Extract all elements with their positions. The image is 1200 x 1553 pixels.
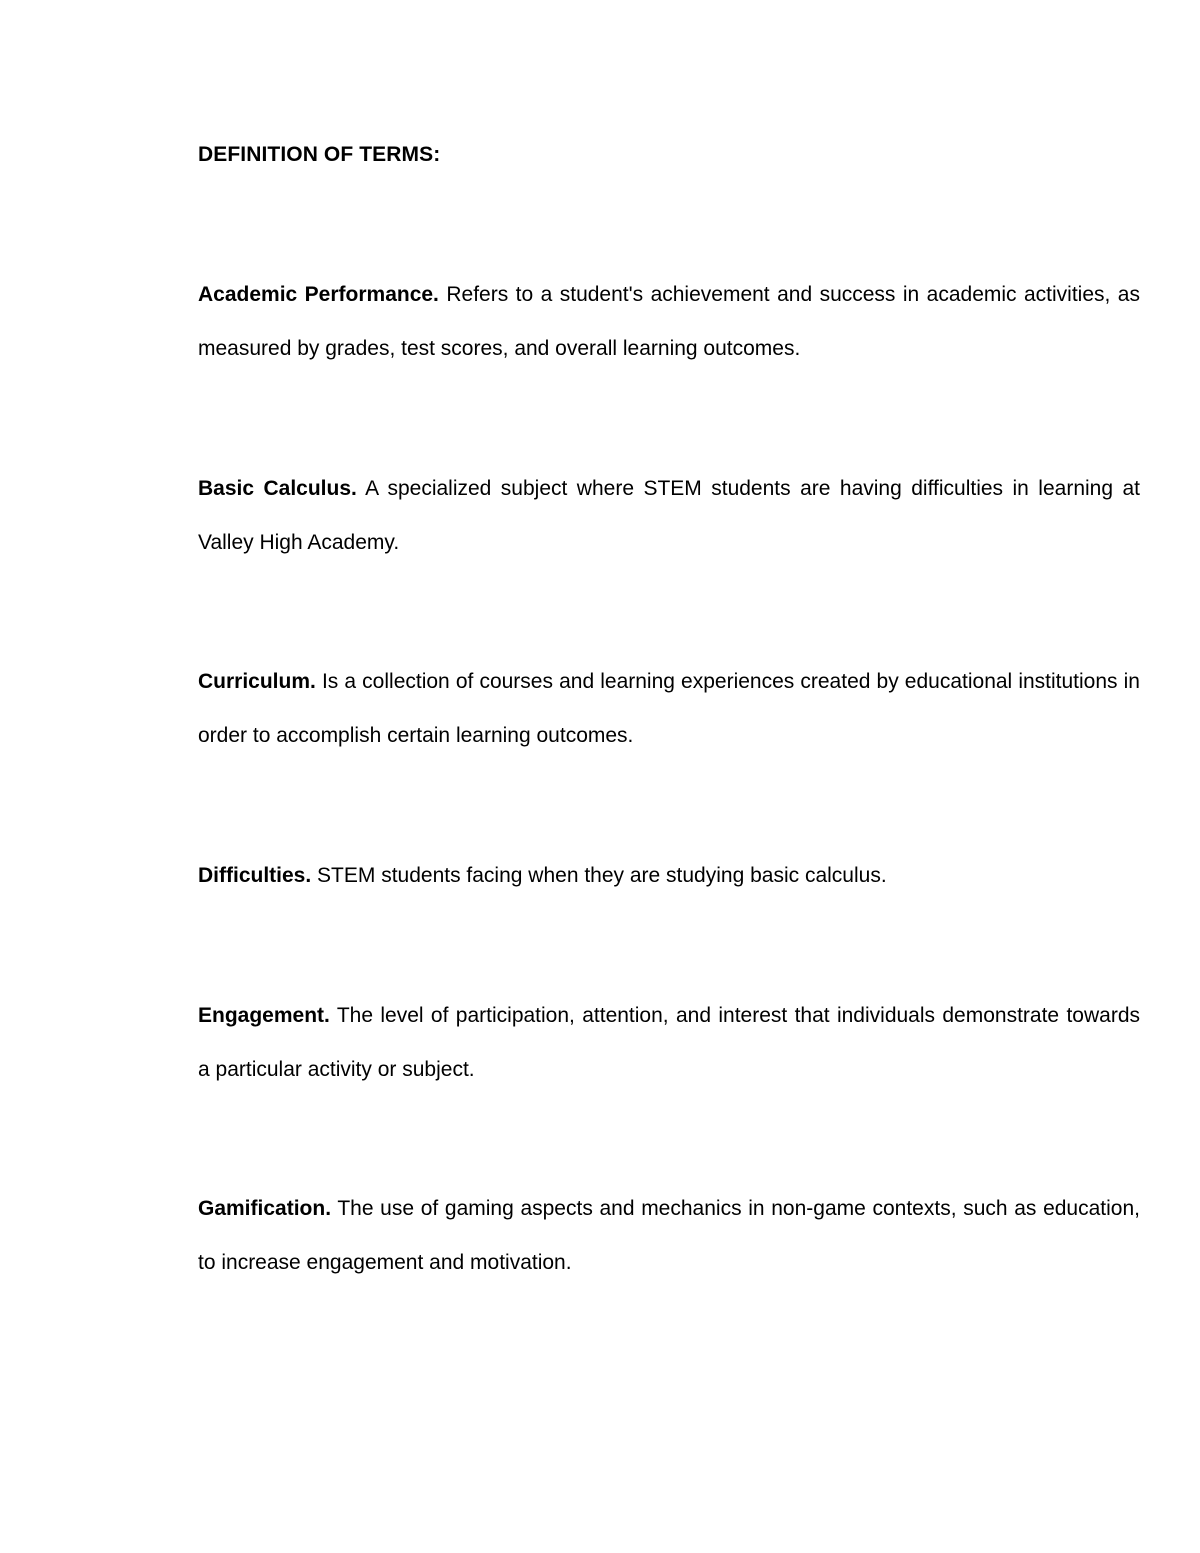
term-title: Engagement.: [198, 1004, 330, 1027]
term-definition: The use of gaming aspects and mechanics in non-game contexts, such as education, to increase engagement and motivation.: [198, 1197, 1140, 1274]
term-entry-engagement: [198, 989, 1140, 1097]
term-definition: The level of participation, attention, and interest that individuals demonstrate towards a particular activity or subject.: [198, 1004, 1140, 1081]
term-entry-curriculum: [198, 655, 1140, 763]
term-definition: STEM students facing when they are studying basic calculus.: [317, 864, 887, 887]
term-title: Academic Performance.: [198, 283, 439, 306]
term-title: Basic Calculus.: [198, 477, 357, 500]
term-definition: Refers to a student's achievement and success in academic activities, as measured by grades, test scores, and overall learning outcomes.: [198, 283, 1140, 360]
term-title: Difficulties.: [198, 864, 312, 887]
term-title: Curriculum.: [198, 670, 316, 693]
term-entry-gamification: [198, 1182, 1140, 1290]
term-definition: Is a collection of courses and learning experiences created by educational institutions in order to accomplish certain learning outcomes.: [198, 670, 1140, 747]
term-entry-basic-calculus: [198, 462, 1140, 570]
term-title: Gamification.: [198, 1197, 332, 1220]
term-entry-academic-performance: [198, 268, 1140, 376]
page-heading: DEFINITION OF TERMS:: [198, 143, 441, 166]
term-entry-difficulties: [198, 849, 1140, 903]
term-definition: A specialized subject where STEM students are having difficulties in learning at Valley High Academy.: [198, 477, 1140, 554]
